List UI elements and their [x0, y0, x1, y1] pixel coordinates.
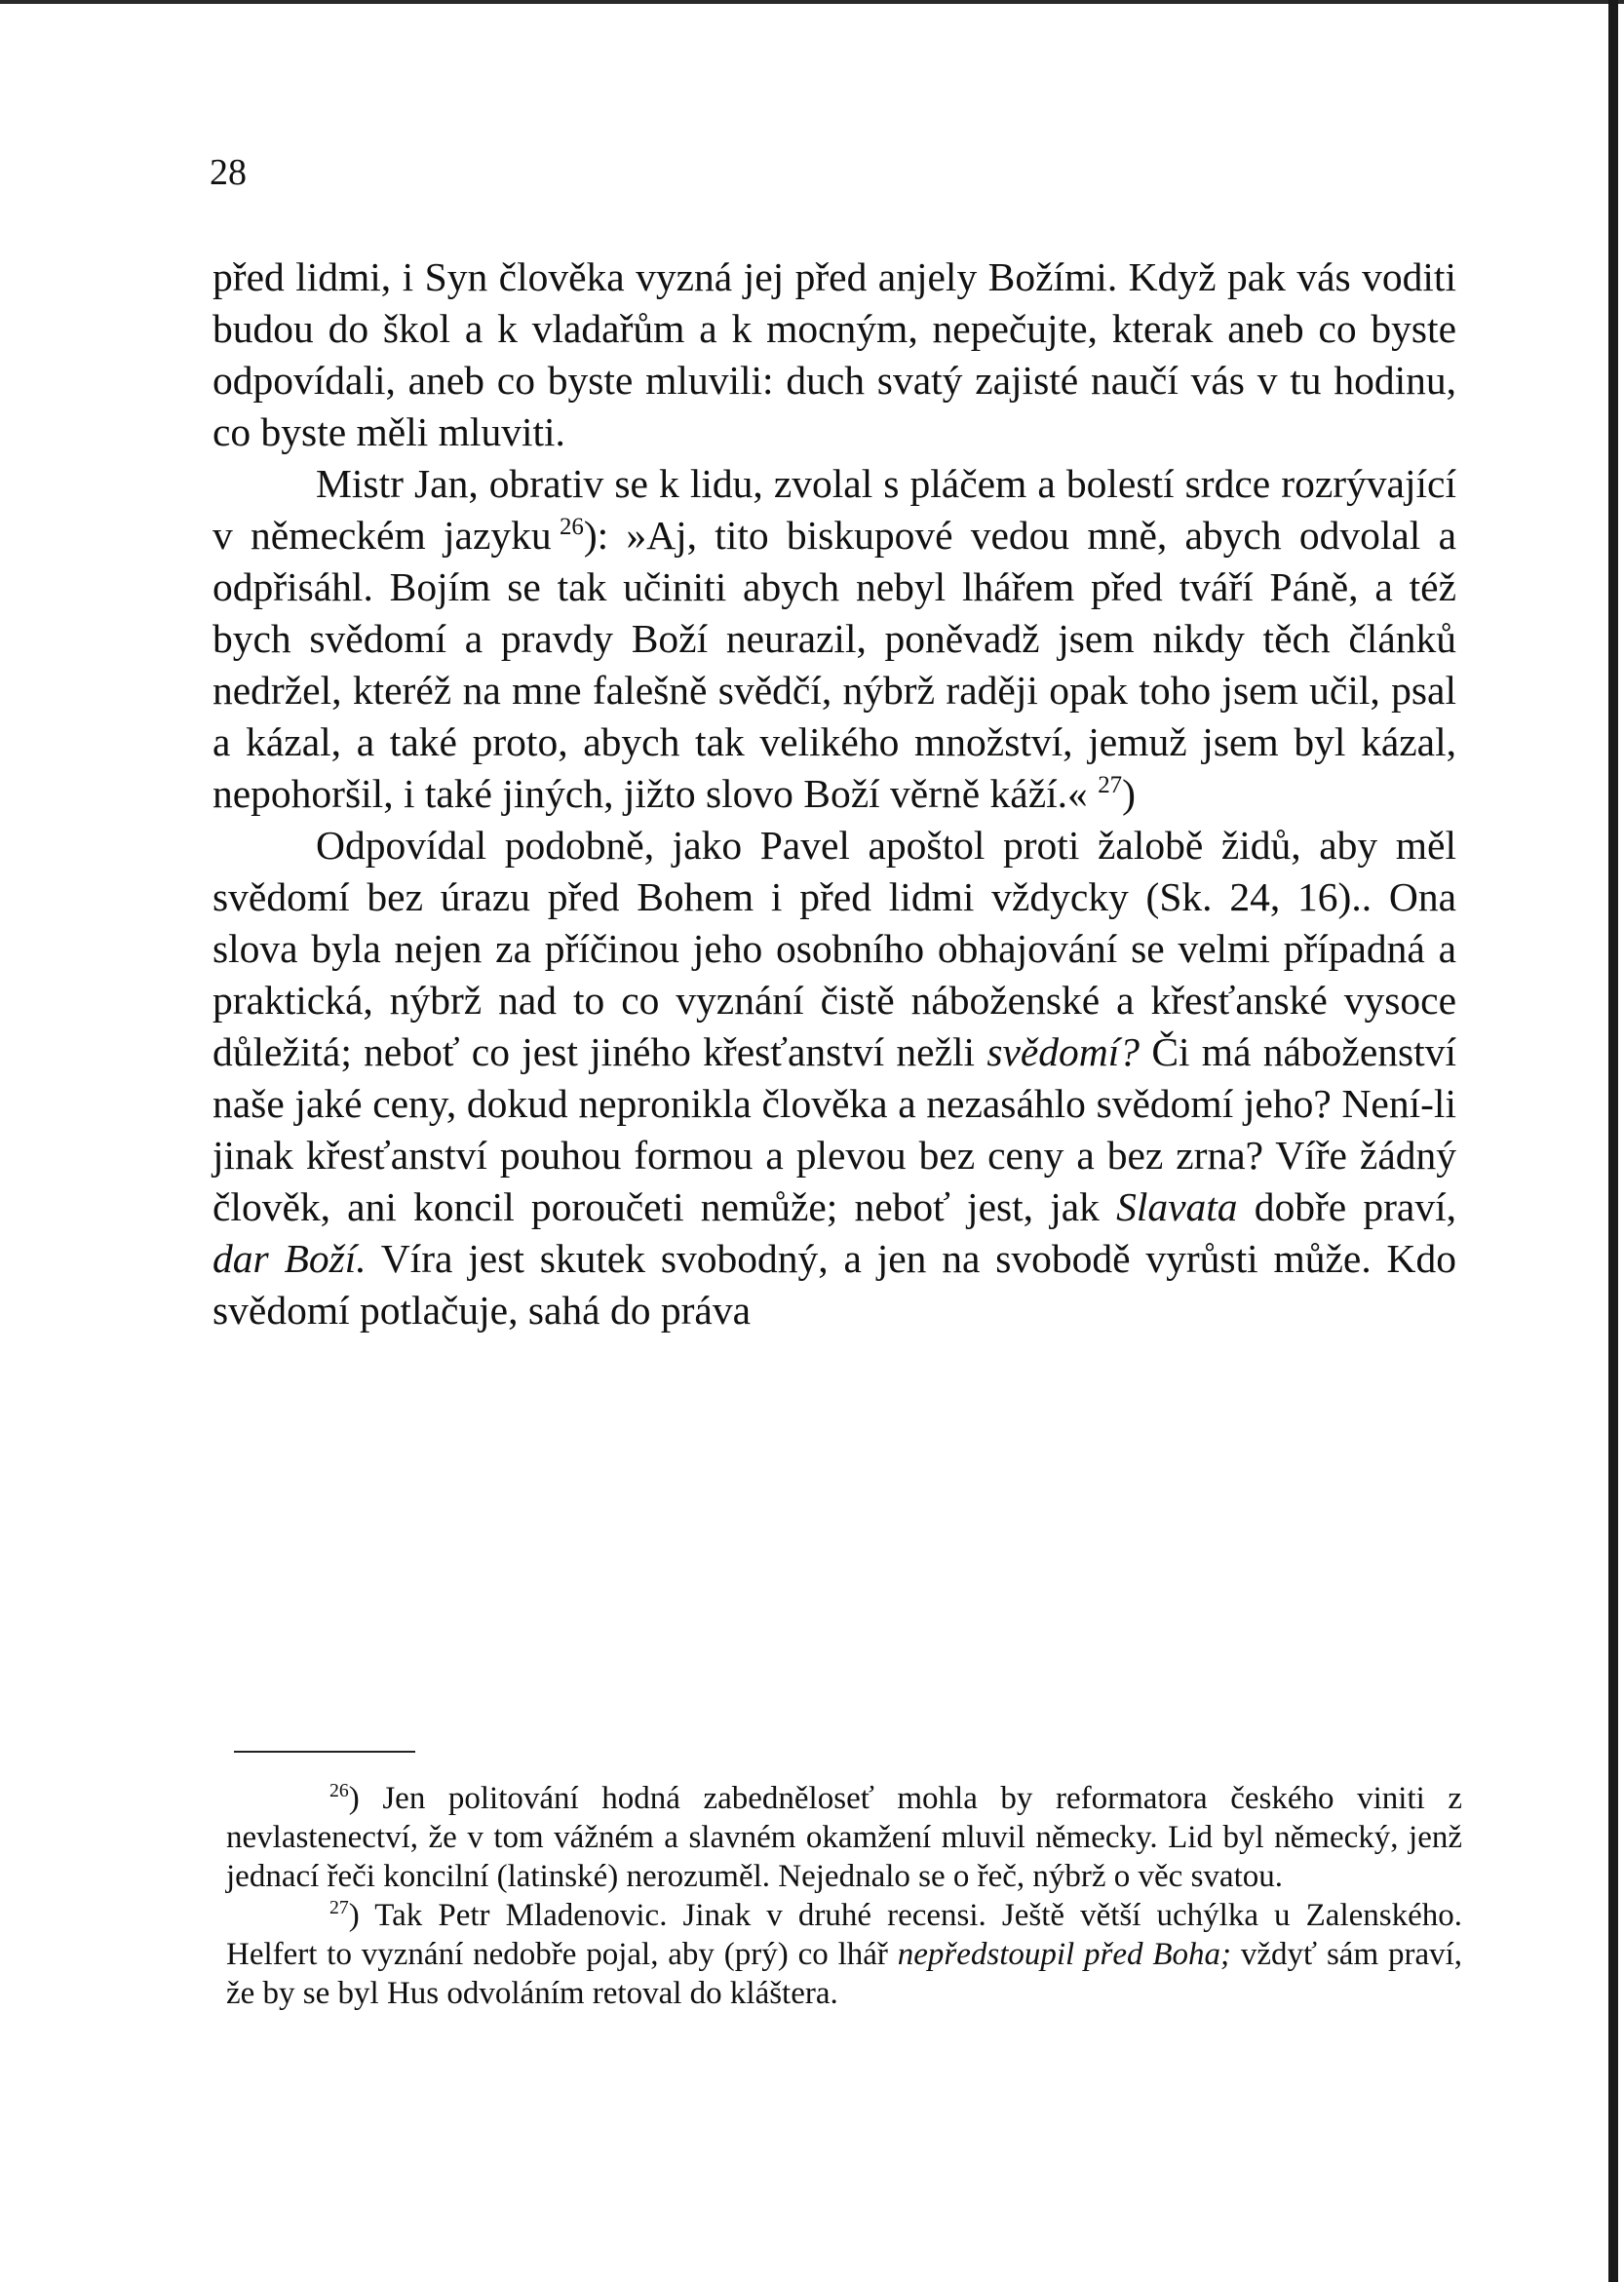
scan-edge-top	[0, 0, 1624, 4]
paragraph-3-text-a: Odpovídal podobně, jako Pavel apoštol proti žalobě židů, aby měl svědomí bez úrazu před Bohem i před lidmi vždycky (Sk. 24, 16).. Ona slova byla nejen za příčinou jeho osobního obhajování se velmi případná a praktická, nýbrž nad to co vyznání čistě náboženské a křesťanské vysoce důležitá; neboť co jest jiného křesťanství nežli	[213, 823, 1456, 1074]
footnote-27-marker: 27	[329, 1897, 349, 1918]
paragraph-1: před lidmi, i Syn člověka vyzná jej před anjely Božími. Když pak vás voditi budou do škol a k vladařům a k mocným, nepečujte, kterak aneb co byste odpovídali, aneb co byste mluvili: duch svatý zajisté naučí vás v tu hodinu, co byste měli mluviti.	[213, 254, 1456, 454]
paragraph-2-text-b: ): »Aj, tito biskupové vedou mně, abych odvolal a odpřisáhl. Bojím se tak učiniti abych nebyl lhářem před tváří Páně, a též bych svědomí a pravdy Boží neurazil, poněvadž jsem nikdy těch článků nedržel, kteréž na mne falešně svědčí, nýbrž raději opak toho jsem učil, psal a kázal, a také proto, abych tak velikého množství, jemuž jsem byl kázal, nepohoršil, i také jiných, jižto slovo Boží věrně káží.«	[213, 513, 1457, 816]
scan-edge-right	[1608, 0, 1618, 2282]
emphasis-dar-bozi: dar Boží.	[213, 1236, 367, 1281]
paragraph-3	[213, 820, 1456, 1336]
footnote-divider	[234, 1751, 415, 1753]
footnote-27-text-a: ) Tak Petr Mladenovic. Jinak v druhé recensi. Ještě větší uchýlka u Zalenského. Helfert to vyznání nedobře pojal, aby (prý) co lhář	[226, 1898, 1462, 1972]
footnote-ref-27[interactable]: 27	[1098, 772, 1123, 799]
paragraph-3-text-c: dobře praví,	[1237, 1184, 1456, 1229]
page-number: 28	[210, 152, 247, 193]
paragraph-3-text-b: Či má náboženství naše jaké ceny, dokud nepronikla člověka a nezasáhlo svědomí jeho? Není-li jinak křesťanství pouhou formou a plevou bez ceny a bez zrna? Víře žádný člověk, ani koncil poroučeti nemůže; neboť jest, jak	[213, 1029, 1456, 1229]
main-text	[213, 251, 1456, 1336]
paragraph-2-text-a: Mistr Jan, obrativ se k lidu, zvolal s pláčem a bolestí srdce rozrývající v německém jazyku	[213, 461, 1456, 558]
footnotes	[226, 1779, 1462, 2013]
footnote-27-emphasis: nepředstoupil před Boha;	[897, 1937, 1232, 1972]
footnote-26-text: ) Jen politování hodná zabedněloseť mohla by reformatora českého viniti z nevlastenectví, že v tom vážném a slavném okamžení mluvil německy. Lid byl německý, jenž jednací řeči koncilní (latinské) nerozuměl. Nejednalo se o řeč, nýbrž o věc svatou.	[226, 1781, 1462, 1894]
emphasis-svedomi: svědomí?	[986, 1029, 1141, 1074]
paragraph-2	[213, 458, 1456, 820]
footnote-26-marker: 26	[329, 1780, 349, 1801]
paragraph-3-text-d: Víra jest skutek svobodný, a jen na svobodě vyrůsti může. Kdo svědomí potlačuje, sahá do práva	[213, 1236, 1456, 1333]
footnote-26	[226, 1779, 1462, 1896]
emphasis-slavata: Slavata	[1116, 1184, 1238, 1229]
footnote-27	[226, 1896, 1462, 2013]
footnote-ref-26[interactable]: 26	[559, 514, 584, 541]
paragraph-2-text-c: )	[1122, 771, 1136, 816]
footnote-27-text-b: vždyť sám praví, že by se byl Hus odvoláním retoval do kláštera.	[226, 1937, 1463, 2011]
